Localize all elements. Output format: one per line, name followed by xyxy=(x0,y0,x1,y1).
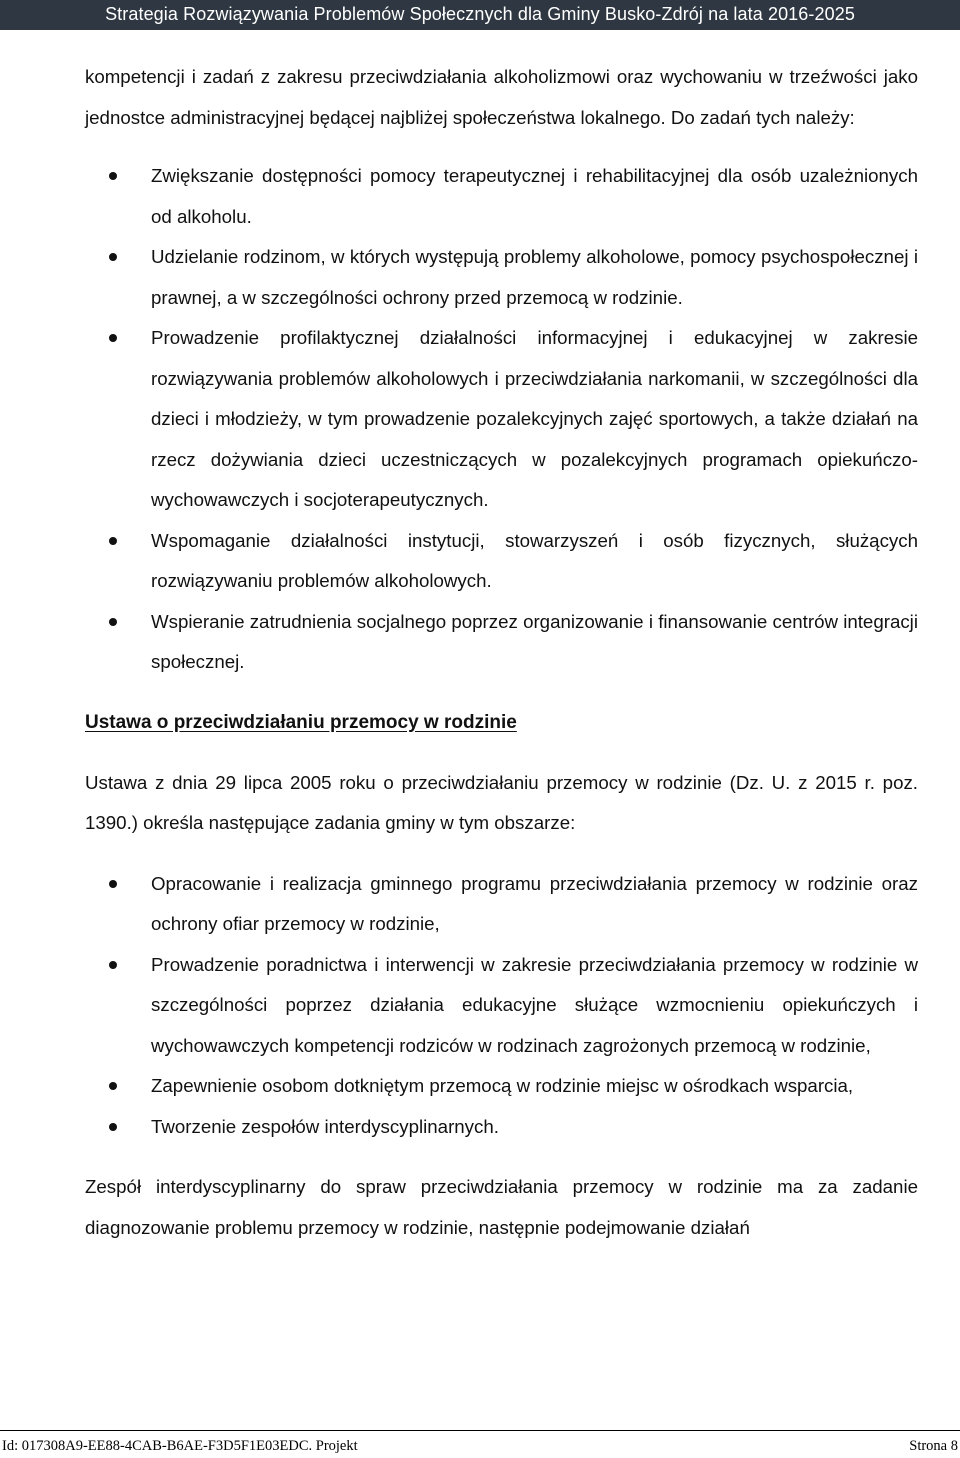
list-item-text: Tworzenie zespołów interdyscyplinarnych. xyxy=(151,1115,499,1137)
spacer xyxy=(85,138,918,156)
spacer xyxy=(85,1147,918,1167)
bullet-icon xyxy=(109,618,117,626)
list-item-text: Wspieranie zatrudnienia socjalnego poprzez organizowanie i finansowanie centrów integracji społecznej. xyxy=(151,610,918,672)
spacer xyxy=(85,844,918,864)
list-item-text: Opracowanie i realizacja gminnego programu przeciwdziałania przemocy w rodzinie oraz ochrony ofiar przemocy w rodzinie, xyxy=(151,872,918,934)
bullet-icon xyxy=(109,1123,117,1131)
section-heading: Ustawa o przeciwdziałaniu przemocy w rodzinie xyxy=(85,711,517,733)
closing-paragraph: Zespół interdyscyplinarny do spraw przeciwdziałania przemocy w rodzinie ma za zadanie diagnozowanie problemu przemocy w rodzinie, następnie podejmowanie działań xyxy=(85,1176,918,1238)
list-item-text: Wspomaganie działalności instytucji, stowarzyszeń i osób fizycznych, służących rozwiązywaniu problemów alkoholowych. xyxy=(151,529,918,591)
list-item xyxy=(85,945,918,1067)
page-number: Strona 8 xyxy=(909,1438,958,1454)
list-item xyxy=(85,864,918,945)
list-item-text: Udzielanie rodzinom, w których występują problemy alkoholowe, pomocy psychospołecznej i prawnej, a w szczególności ochrony przed przemocą w rodzinie. xyxy=(151,246,918,308)
bullet-icon xyxy=(109,253,117,261)
bullet-icon xyxy=(109,880,117,888)
page-footer xyxy=(0,1437,960,1455)
bullet-icon xyxy=(109,334,117,342)
list-item xyxy=(85,1066,918,1107)
intro-paragraph: kompetencji i zadań z zakresu przeciwdziałania alkoholizmowi oraz wychowaniu w trzeźwości jako jednostce administracyjnej będącej najbliżej społeczeństwa lokalnego. Do zadań tych należy: xyxy=(85,66,918,128)
list-item xyxy=(85,237,918,318)
violence-tasks-list xyxy=(85,864,918,1148)
list-item-text: Prowadzenie profilaktycznej działalności informacyjnej i edukacyjnej w zakresie rozwiązywania problemów alkoholowych i przeciwdziałania narkomanii, w szczególności dla dzieci i młodzieży, w tym prowadzenie pozalekcyjnych zajęć sportowych, a także działań na rzecz dożywiania dzieci uczestniczących w pozalekcyjnych programach opiekuńczo-wychowawczych i socjoterapeutycznych. xyxy=(151,327,918,510)
list-item xyxy=(85,1107,918,1148)
document-id: Id: 017308A9-EE88-4CAB-B6AE-F3D5F1E03EDC. Projekt xyxy=(2,1438,358,1454)
list-item-text: Zapewnienie osobom dotkniętym przemocą w rodzinie miejsc w ośrodkach wsparcia, xyxy=(151,1075,854,1096)
list-item xyxy=(85,602,918,683)
footer-divider xyxy=(0,1430,960,1431)
bullet-icon xyxy=(109,172,117,180)
document-body xyxy=(85,57,918,1248)
list-item-text: Zwiększanie dostępności pomocy terapeutycznej i rehabilitacyjnej dla osób uzależnionych od alkoholu. xyxy=(151,165,918,227)
bullet-icon xyxy=(109,1082,117,1090)
list-item-text: Prowadzenie poradnictwa i interwencji w zakresie przeciwdziałania przemocy w rodzinie w szczególności poprzez działania edukacyjne służące wzmocnieniu opiekuńczych i wychowawczych kompetencji rodziców w rodzinach zagrożonych przemocą w rodzinie, xyxy=(151,953,918,1056)
list-item xyxy=(85,156,918,237)
document-title: Strategia Rozwiązywania Problemów Społecznych dla Gminy Busko-Zdrój na lata 2016-2025 xyxy=(105,4,855,24)
section-heading-wrap xyxy=(85,703,918,743)
section-intro-paragraph: Ustawa z dnia 29 lipca 2005 roku o przeciwdziałaniu przemocy w rodzinie (Dz. U. z 2015 r. poz. 1390.) określa następujące zadania gminy w tym obszarze: xyxy=(85,771,918,833)
bullet-icon xyxy=(109,961,117,969)
page-header xyxy=(0,0,960,30)
list-item xyxy=(85,521,918,602)
list-item xyxy=(85,318,918,521)
bullet-icon xyxy=(109,537,117,545)
alcohol-tasks-list xyxy=(85,156,918,683)
